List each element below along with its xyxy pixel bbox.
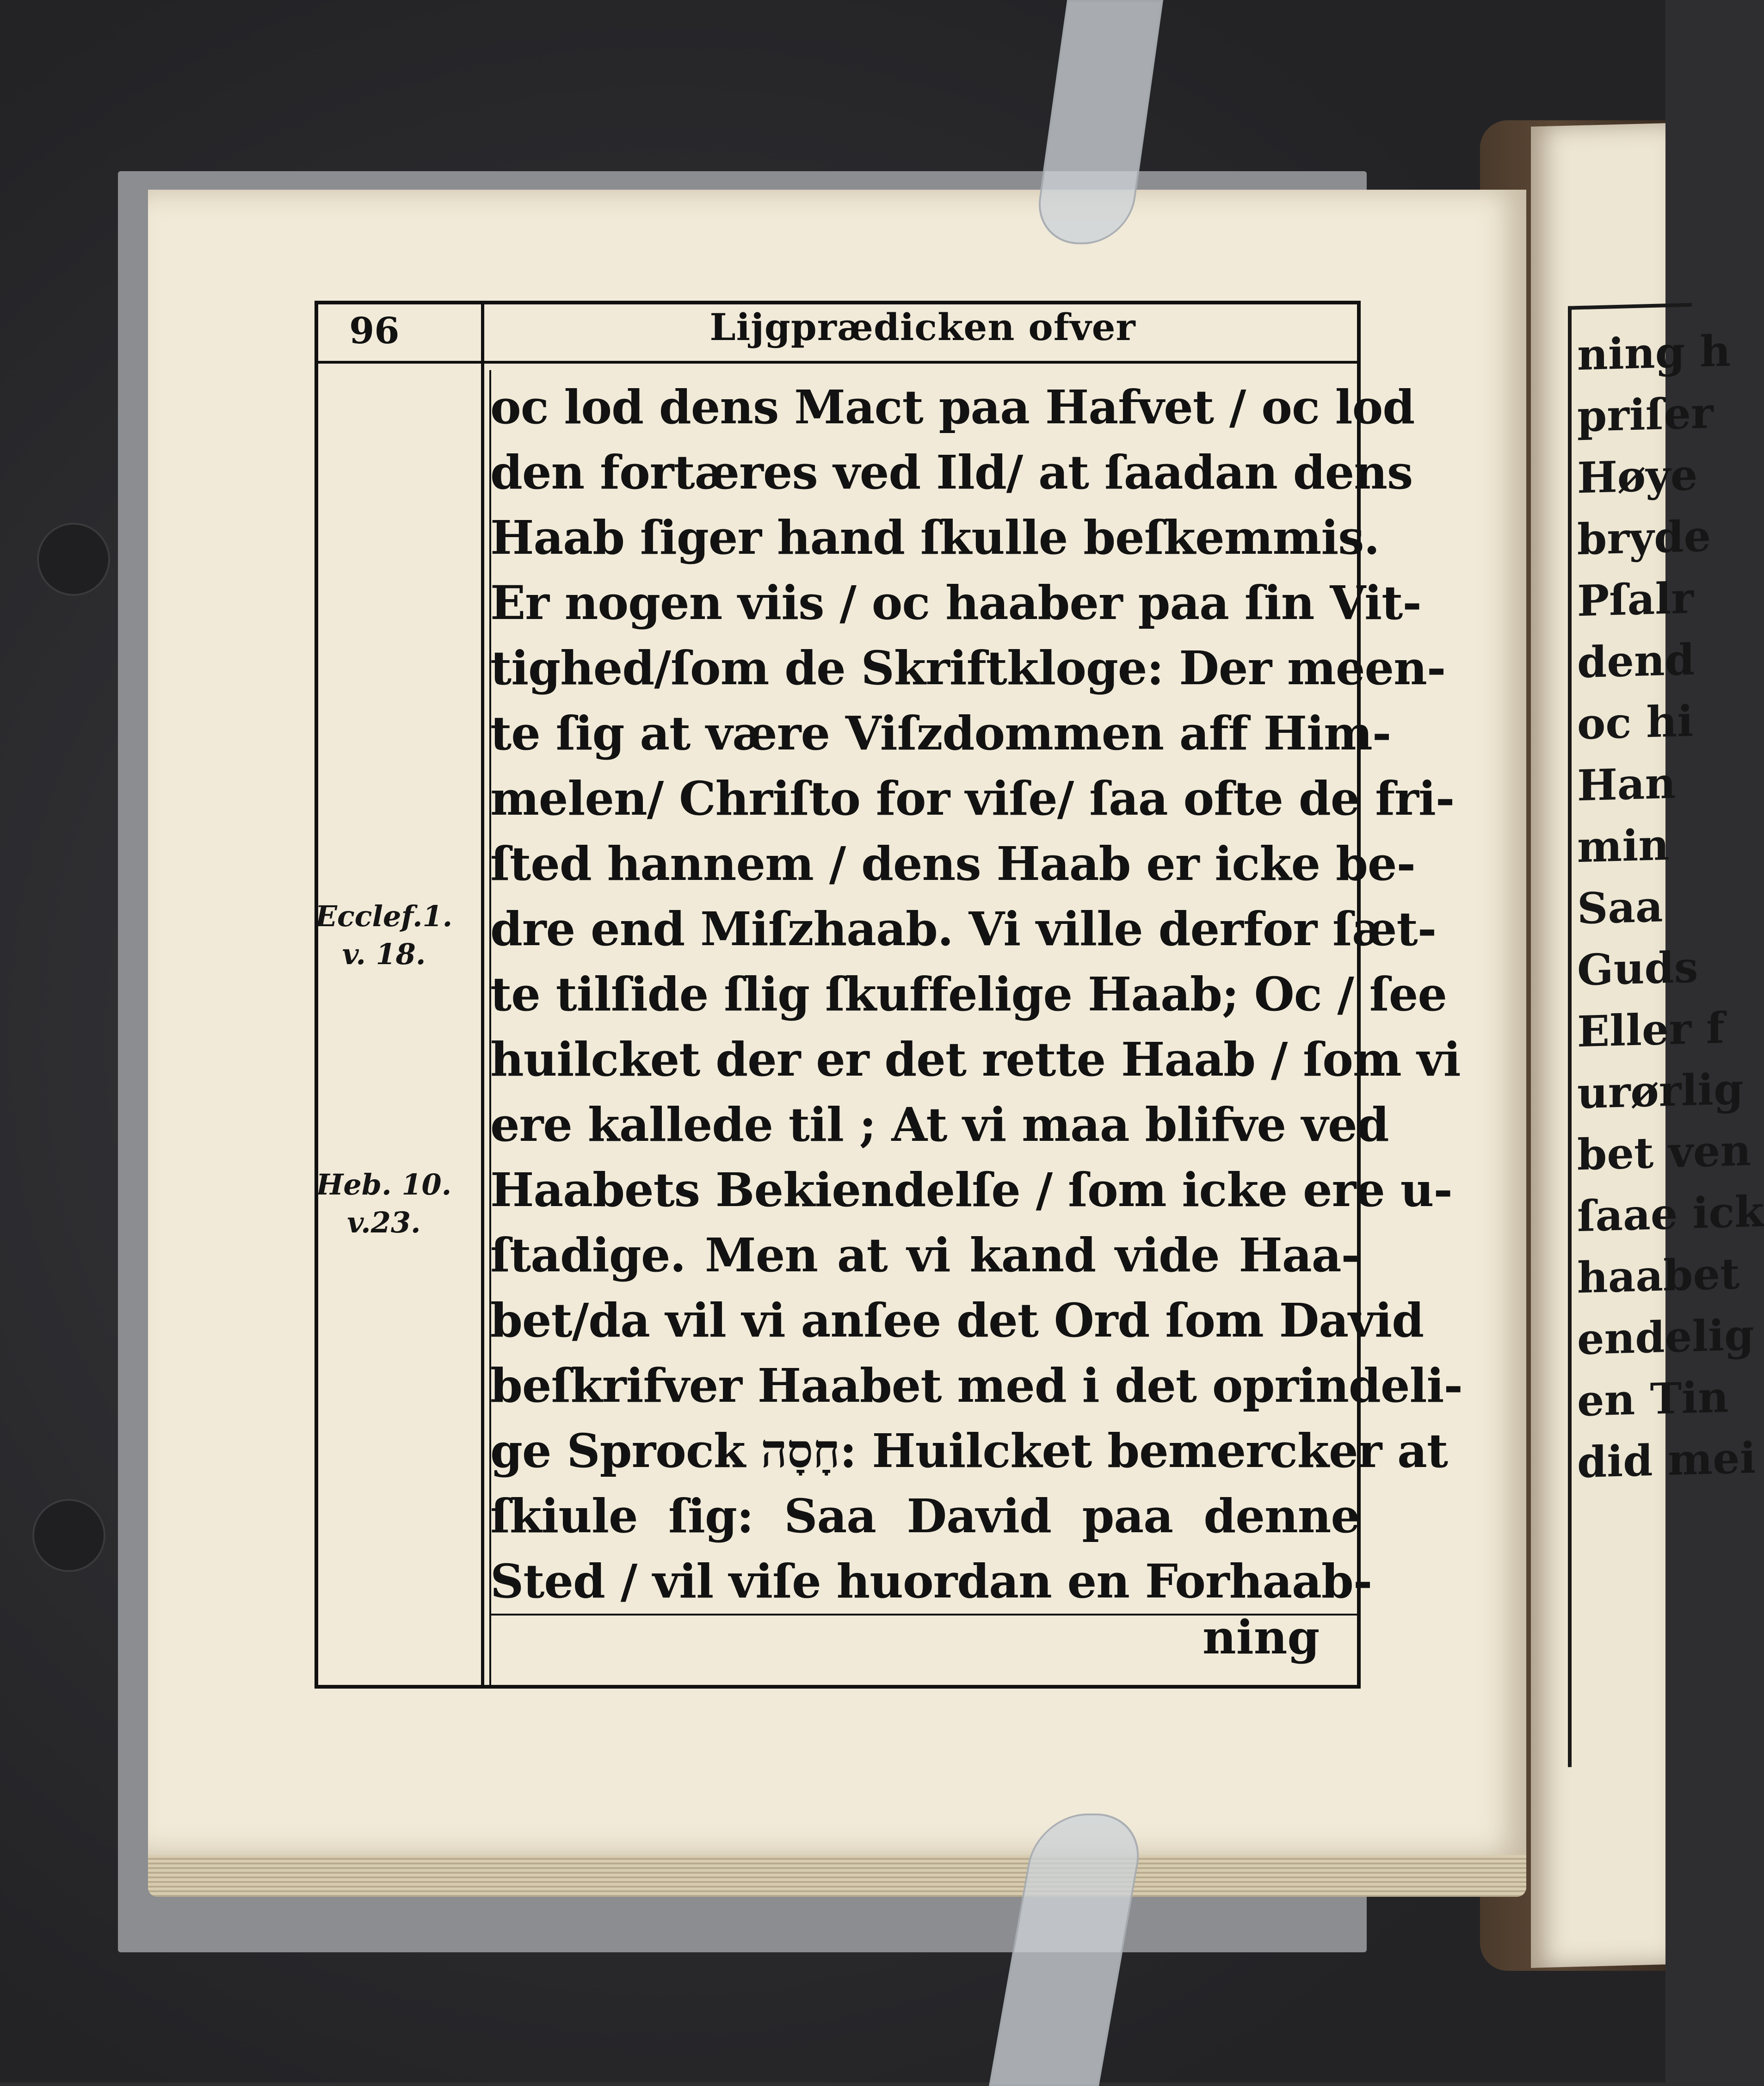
facing-page-line: priſer	[1577, 388, 1714, 442]
facing-page-line: bryde	[1577, 511, 1711, 565]
facing-page-line: Guds	[1577, 942, 1698, 996]
margin-note-line: Heb. 10.	[316, 1168, 452, 1201]
text-line: ere kallede til ; At vi maa blifve ved	[490, 1097, 1389, 1152]
mounting-pin-lower	[32, 1499, 105, 1572]
text-line: dre end Miſzhaab. Vi ville derfor ſæt-	[490, 902, 1437, 956]
facing-page-text	[1577, 321, 1764, 1493]
margin-column-rule	[481, 301, 484, 1685]
facing-page-line: Eller f	[1577, 1003, 1725, 1057]
text-line: Haabets Bekiendelſe / ſom icke ere u-	[490, 1163, 1452, 1217]
text-line: ſkiule ſig: Saa David paa denne	[490, 1489, 1360, 1543]
text-line: oc lod dens Mact paa Hafvet / oc lod	[490, 380, 1415, 434]
text-line: beſkrifver Haabet med i det oprindeli-	[490, 1358, 1462, 1413]
facing-page-line: ning h	[1577, 326, 1731, 380]
margin-note-hebrews	[315, 1166, 453, 1242]
facing-page-line: Saa	[1577, 881, 1663, 934]
facing-page-line: endelig	[1577, 1310, 1754, 1365]
text-line: Haab ſiger hand ſkulle beſkemmis.	[490, 510, 1380, 565]
text-line: te tilſide ſlig ſkuffelige Haab; Oc / ſee	[490, 967, 1447, 1021]
mounting-pin-upper	[37, 523, 110, 596]
text-line: Er nogen viis / oc haaber paa ſin Vit-	[490, 576, 1421, 630]
text-line: te ſig at være Viſzdommen aff Him-	[490, 706, 1391, 761]
text-line: Sted / vil viſe huordan en Forhaab-	[490, 1554, 1372, 1609]
text-line: melen/ Chriſto for viſe/ ſaa ofte de fri-	[490, 771, 1455, 826]
frame-bottom-rule	[315, 1685, 1361, 1689]
margin-note-line: Ecclef.1.	[315, 899, 453, 933]
facing-page-line: Han	[1577, 758, 1676, 811]
facing-page-line: did mei	[1577, 1433, 1756, 1488]
catchword: ning	[1203, 1610, 1320, 1665]
text-line: ſted hannem / dens Haab er icke be-	[490, 836, 1416, 891]
facing-page	[1531, 123, 1764, 1968]
facing-page-line: bet ven	[1577, 1125, 1752, 1180]
text-line: tighed/ſom de Skriftkloge: Der meen-	[490, 641, 1446, 695]
text-line: bet/da vil vi anſee det Ord ſom David	[490, 1293, 1424, 1348]
facing-page-line: Høye	[1577, 450, 1698, 503]
facing-page-line: Pſalr	[1577, 573, 1694, 626]
facing-page-line: ſaae ick	[1577, 1186, 1764, 1242]
text-line: ge Sprock חָסָה: Huilcket bemercker at	[490, 1424, 1448, 1478]
facing-page-line: oc hi	[1577, 696, 1694, 749]
text-line: den fortæres ved Ild/ at ſaadan dens	[490, 445, 1413, 500]
page-number: 96	[349, 310, 400, 352]
margin-note-line: v. 18.	[342, 937, 426, 971]
facing-page-line: urørlig	[1577, 1064, 1744, 1119]
text-line: huilcket der er det rette Haab / ſom vi	[490, 1032, 1461, 1087]
frame-top-rule	[315, 301, 1361, 304]
frame-left-rule	[315, 301, 318, 1689]
facing-page-line: min	[1577, 819, 1670, 873]
margin-note-line: v.23.	[347, 1206, 421, 1239]
facing-page-line: haabet	[1577, 1248, 1740, 1303]
facing-page-line: en Tin	[1577, 1372, 1729, 1426]
margin-note-ecclesiastes	[315, 898, 453, 973]
running-head: Lijgprædicken ofver	[709, 305, 1136, 349]
header-rule	[315, 361, 1361, 364]
facing-page-line: dend	[1577, 634, 1695, 688]
text-line: ſtadige. Men at vi kand vide Haa-	[490, 1228, 1360, 1282]
body-text	[490, 375, 1462, 1614]
